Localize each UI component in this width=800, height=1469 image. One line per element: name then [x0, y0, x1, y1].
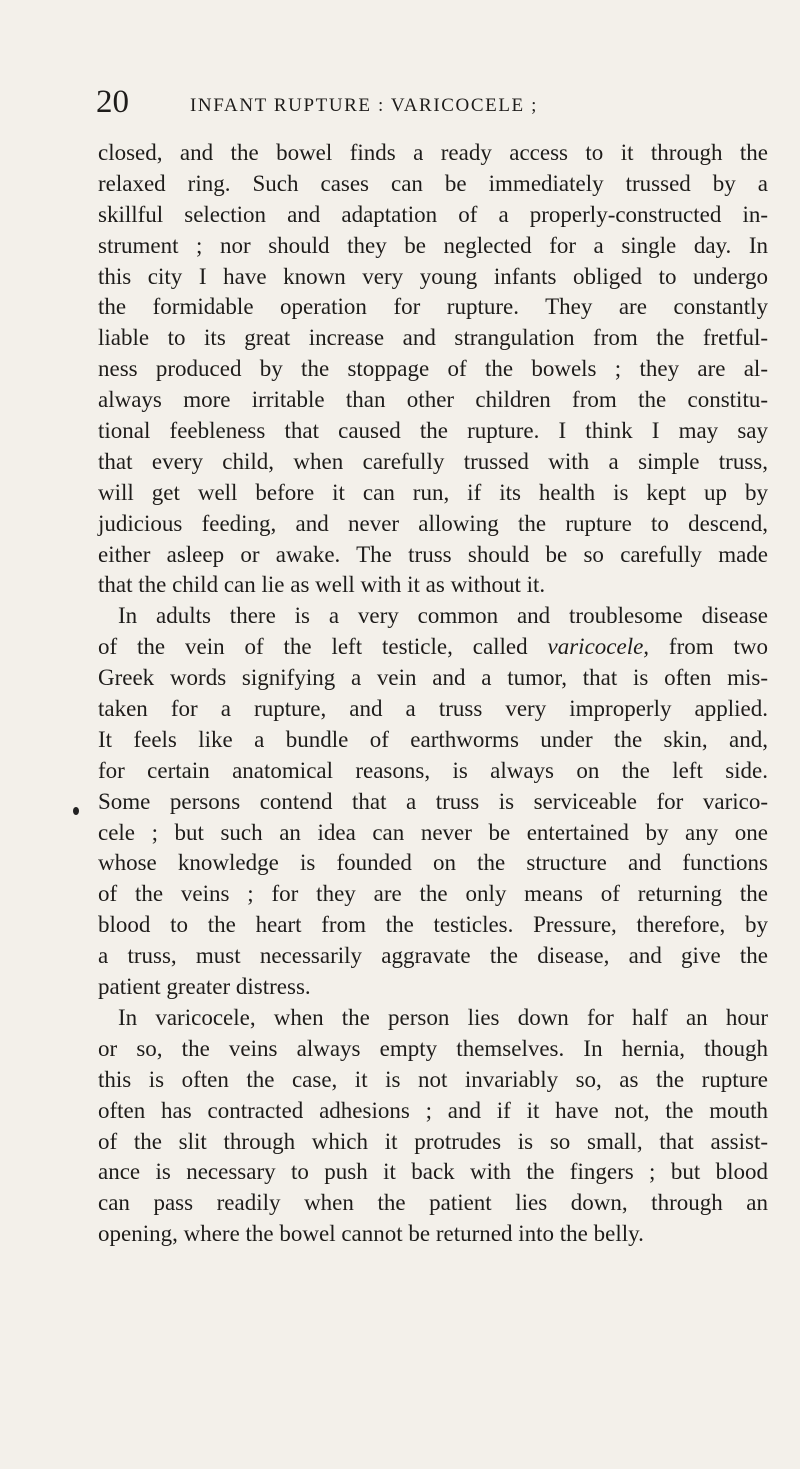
text-line: will get well before it can run, if its health is kept up by [98, 479, 768, 505]
text-line: In varicocele, when the person lies down for half an hour [118, 1004, 768, 1030]
text-line: patient greater distress. [98, 974, 311, 1000]
page-number: 20 [96, 84, 129, 120]
text-line: tional feebleness that caused the rupture. I think I may say [98, 418, 768, 444]
text-line: relaxed ring. Such cases can be immediately trussed by a [98, 170, 768, 196]
text-line: cele ; but such an idea can never be entertained by any one [98, 819, 768, 845]
text-line: of the slit through which it protrudes is so small, that assist- [98, 1128, 768, 1154]
text-line: that the child can lie as well with it as without it. [98, 572, 546, 598]
paragraph-3 [98, 1003, 768, 1250]
paragraph-2 [98, 601, 768, 1003]
text-line: Some persons contend that a truss is serviceable for varico- [98, 788, 768, 814]
text-line: the formidable operation for rupture. They are constantly [98, 294, 768, 320]
text-line: often has contracted adhesions ; and if it have not, the mouth [98, 1097, 768, 1123]
text-line: skillful selection and adaptation of a properly-constructed in- [98, 201, 768, 227]
text-line: Greek words signifying a vein and a tumor, that is often mis- [98, 665, 768, 691]
text-line: strument ; nor should they be neglected for a single day. In [98, 232, 768, 258]
text-line: this city I have known very young infants obliged to undergo [98, 263, 768, 289]
body-text [98, 138, 768, 1250]
text-line: whose knowledge is founded on the structure and functions [98, 850, 768, 876]
text-line: a truss, must necessarily aggravate the disease, and give the [98, 943, 768, 969]
italic-term: varicocele, [547, 634, 650, 660]
text-line: blood to the heart from the testicles. Pressure, therefore, by [98, 912, 768, 938]
text-line: taken for a rupture, and a truss very improperly applied. [98, 696, 768, 722]
text-line: can pass readily when the patient lies down, through an [98, 1190, 768, 1216]
text-line: judicious feeding, and never allowing the rupture to descend, [98, 510, 768, 536]
text-line: It feels like a bundle of earthworms under the skin, and, [98, 726, 768, 752]
text-line: for certain anatomical reasons, is always on the left side. [98, 757, 768, 783]
line-tail: from two [649, 634, 768, 660]
text-line: closed, and the bowel finds a ready access to it through the [98, 140, 768, 165]
text-line: of the veins ; for they are the only means of returning the [98, 881, 768, 907]
text-line: ance is necessary to push it back with the fingers ; but blood [98, 1159, 768, 1185]
text-line: that every child, when carefully trussed with a simple truss, [98, 448, 768, 474]
text-line: liable to its great increase and strangulation from the fretful- [98, 325, 768, 351]
text-line: ness produced by the stoppage of the bowels ; they are al- [98, 356, 768, 382]
text-line: this is often the case, it is not invariably so, as the rupture [98, 1066, 768, 1092]
ink-blot [73, 807, 79, 815]
text-line: either asleep or awake. The truss should be so carefully made [98, 541, 768, 567]
paragraph-1 [98, 138, 768, 601]
running-head: INFANT RUPTURE : VARICOCELE ; [190, 95, 538, 116]
text-line: always more irritable than other children from the constitu- [98, 387, 768, 413]
line-lead: of the vein of the left testicle, called [98, 634, 548, 660]
text-line: or so, the veins always empty themselves. In hernia, though [98, 1035, 768, 1061]
text-line: In adults there is a very common and troublesome disease [118, 603, 768, 629]
text-line: opening, where the bowel cannot be returned into the belly. [98, 1221, 644, 1247]
text-line-with-term [98, 632, 768, 663]
